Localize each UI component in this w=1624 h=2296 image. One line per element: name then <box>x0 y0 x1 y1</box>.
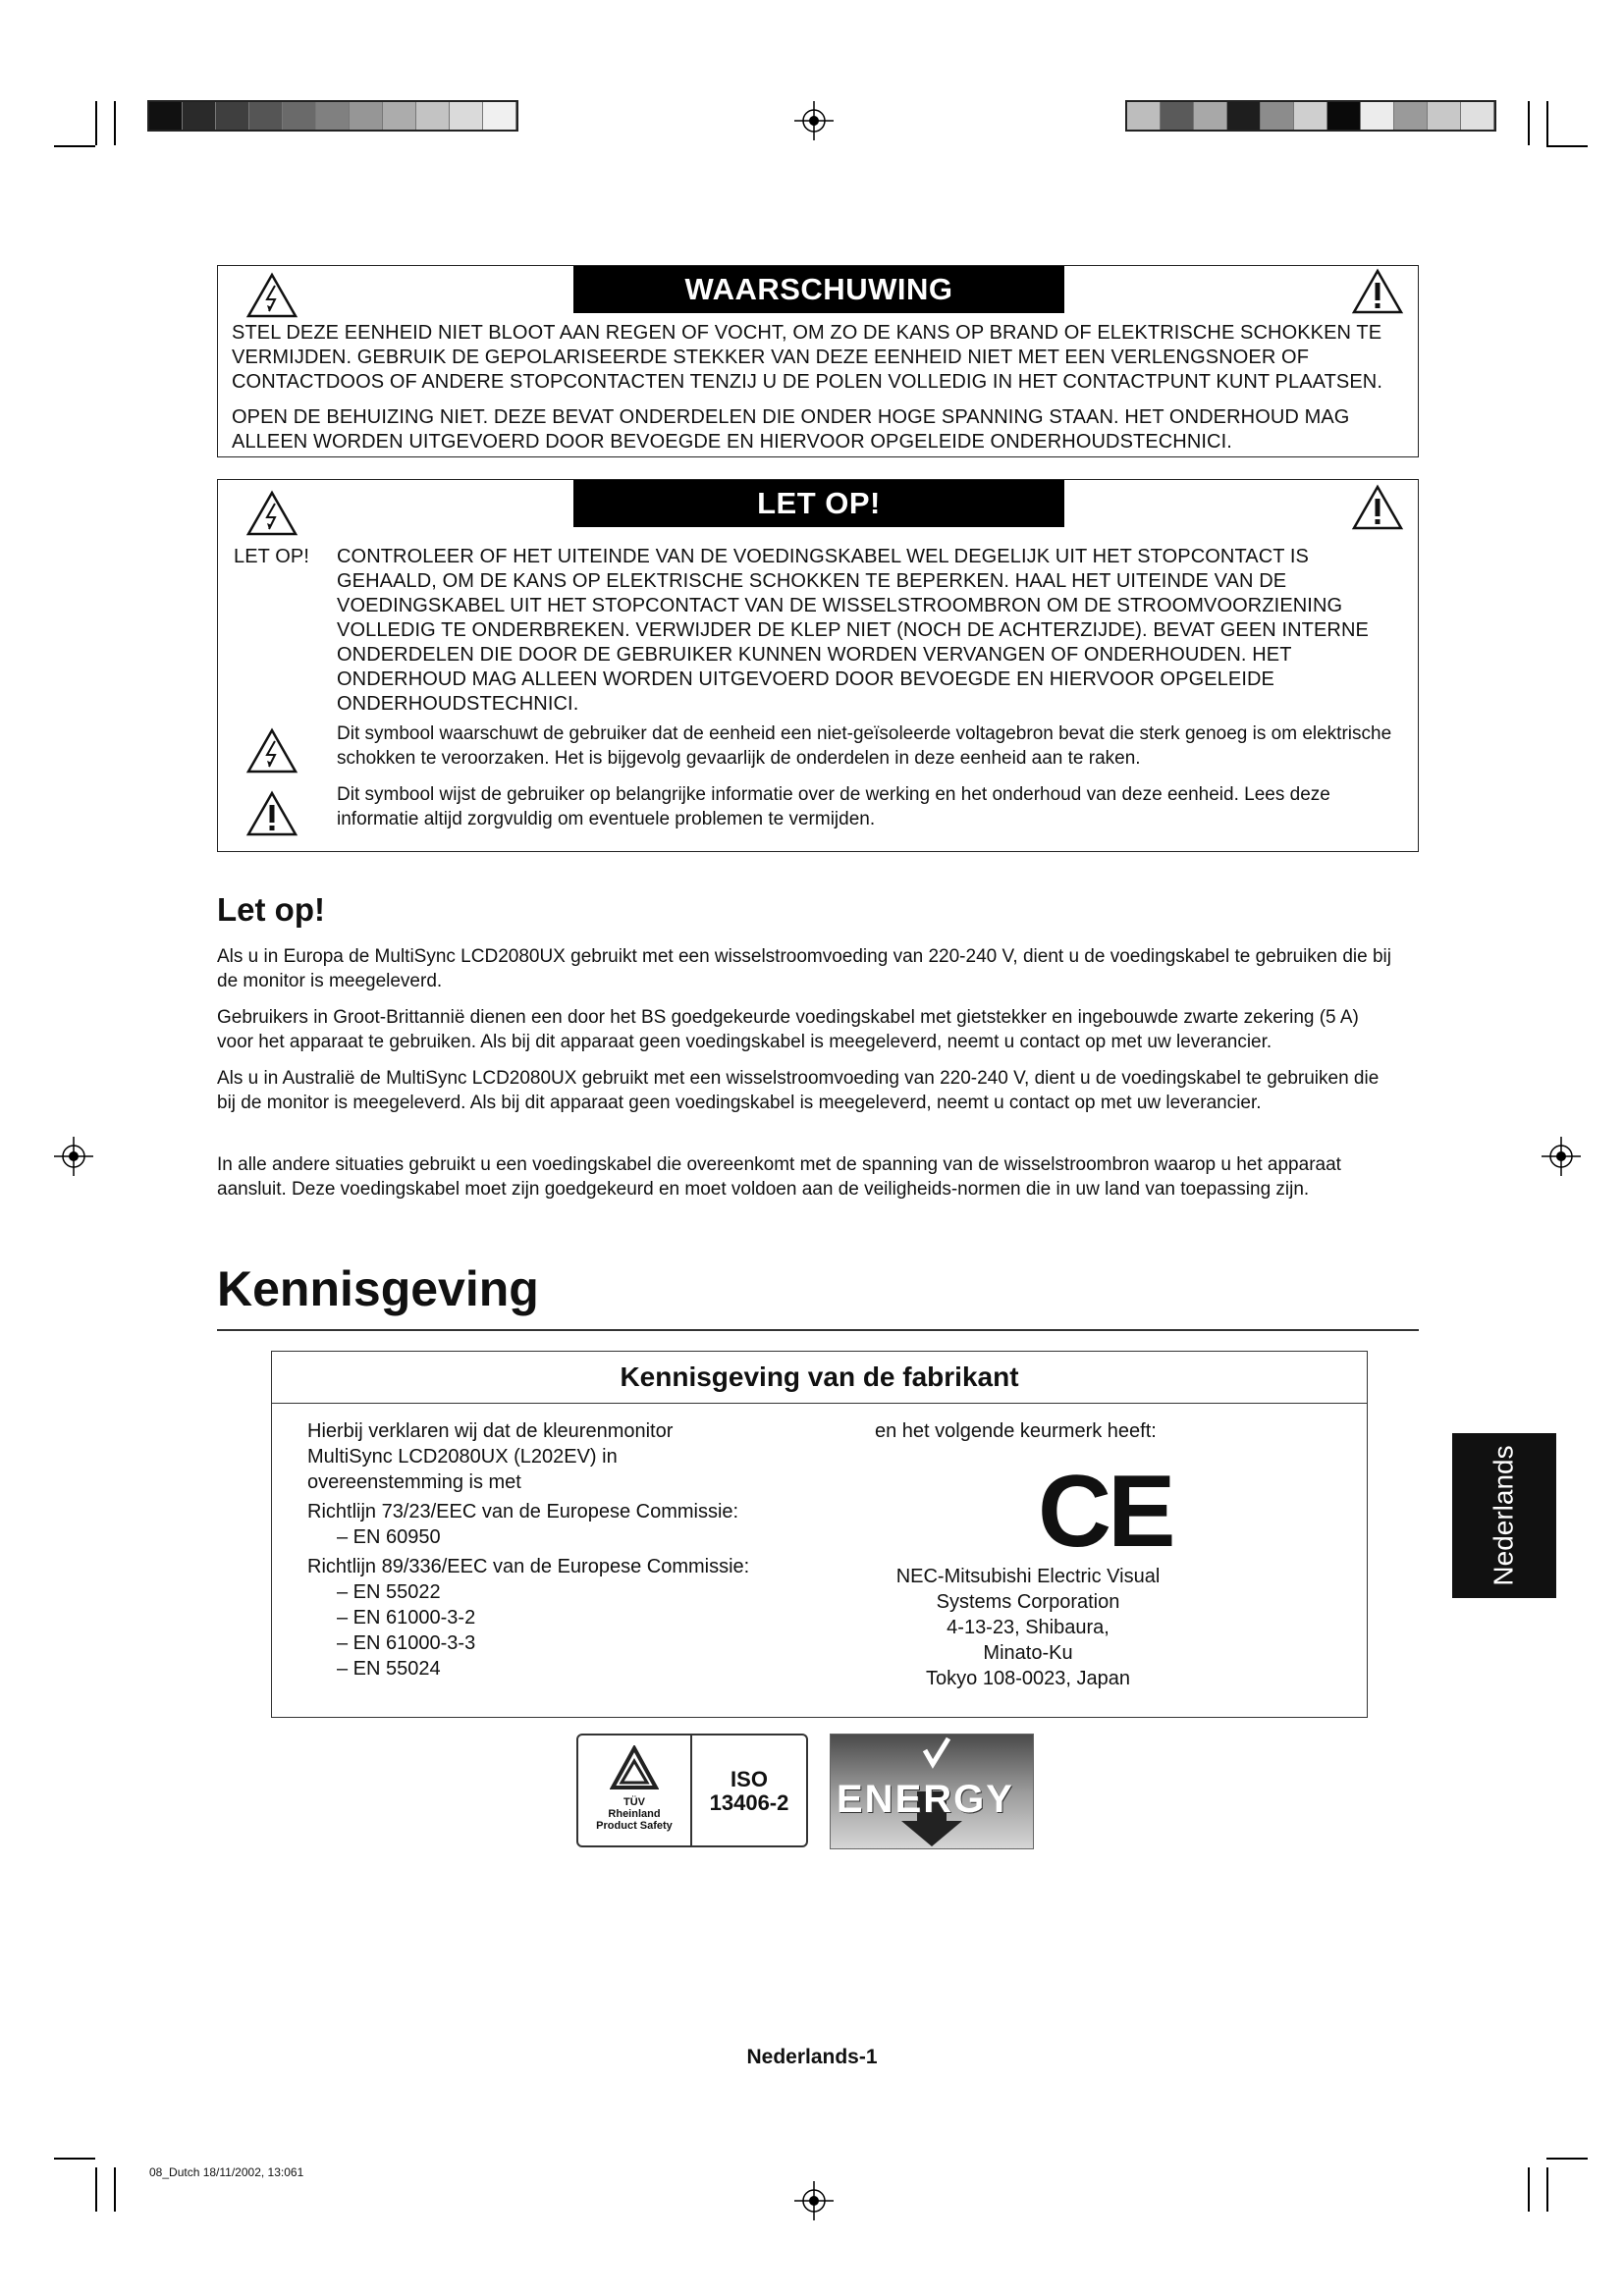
electric-shock-warning-icon <box>245 272 298 319</box>
color-calibration-bar-right <box>1125 100 1496 132</box>
notice-line: – EN 55022 <box>337 1581 441 1603</box>
warning-paragraph-1: STEL DEZE EENHEID NIET BLOOT AAN REGEN OF VOCHT, OM ZO DE KANS OP BRAND OF ELEKTRISCHE SCHOKKEN TE VERMIJDEN. GEBRUIK DE GEPOLARISEERDE STEKKER VAN DEZE EENHEID NIET MET EEN VERLENGSNOER OF CONTACTDOOS OF ANDERE STOPCONTACTEN TENZIJ U DE POLEN VOLLEDIG IN HET CONTACTPUNT KUNT PLAATSEN. <box>232 322 1382 393</box>
color-patch <box>1361 102 1394 130</box>
notice-box-title: Kennisgeving van de fabrikant <box>272 1352 1367 1404</box>
color-patch <box>316 102 350 130</box>
language-tab <box>1452 1433 1556 1598</box>
exclamation-warning-icon <box>1351 484 1404 531</box>
exclamation-warning-icon <box>245 790 298 837</box>
divider <box>217 1329 1419 1331</box>
tuv-label: TÜV <box>623 1796 645 1808</box>
notice-line: MultiSync LCD2080UX (L202EV) in <box>307 1446 618 1468</box>
caution-text: CONTROLEER OF HET UITEINDE VAN DE VOEDINGSKABEL WEL DEGELIJK UIT HET STOPCONTACT IS GEHAALD, OM DE KANS OP ELEKTRISCHE SCHOKKEN TE BEPERKEN. HAAL HET UITEINDE VAN DE VOEDINGSKABEL UIT HET STOPCONTACT VAN DE WISSELSTROOMBRON OM DE STROOMVOORZIENING VOLLEDIG TE ONDERBREKEN. VERWIJDER DE KLEP NIET (NOCH DE ACHTERZIJDE). BEVAT GEEN INTERNE ONDERDELEN DIE DOOR DE GEBRUIKER KUNNEN WORDEN VERVANGEN OF ONDERHOUDEN. HET ONDERHOUD MAG ALLEEN WORDEN UITGEVOERD DOOR BEVOEGDE EN HIERVOOR OPGELEIDE ONDERHOUDSTECHNICI. <box>337 546 1369 715</box>
manufacturer-notice-box <box>271 1351 1368 1718</box>
registration-mark-icon <box>794 101 834 140</box>
notice-line: – EN 60950 <box>337 1526 441 1548</box>
color-patch <box>1261 102 1294 130</box>
symbol-electric-text: Dit symbool waarschuwt de gebruiker dat de eenheid een niet-geïsoleerde voltagebron bevat die sterk genoeg is om elektrische schokken te veroorzaken. Het is bijgevolg gevaarlijk de onderdelen in deze eenheid aan te raken. <box>337 723 1392 769</box>
color-patch <box>1394 102 1428 130</box>
page-title: Kennisgeving <box>217 1261 539 1316</box>
color-patch <box>1227 102 1261 130</box>
caution-box <box>217 479 1419 852</box>
notice-line: Richtlijn 89/336/EEC van de Europese Commissie: <box>307 1556 750 1577</box>
notice-line: Hierbij verklaren wij dat de kleurenmonitor <box>307 1420 674 1442</box>
color-patch <box>483 102 516 130</box>
exclamation-warning-icon <box>1351 268 1404 315</box>
color-patch <box>149 102 183 130</box>
registration-mark-icon <box>794 2181 834 2220</box>
notice-line: – EN 61000-3-3 <box>337 1632 476 1654</box>
energy-label: ENERGY <box>837 1778 1014 1821</box>
color-patch <box>283 102 316 130</box>
color-patch <box>1127 102 1161 130</box>
notice-line: overeenstemming is met <box>307 1471 521 1493</box>
color-patch <box>1327 102 1361 130</box>
color-patch <box>1428 102 1461 130</box>
notice-line: – EN 55024 <box>337 1658 441 1680</box>
color-patch <box>1194 102 1227 130</box>
tuv-iso-logo <box>576 1734 808 1847</box>
registration-mark-icon <box>1542 1137 1581 1176</box>
color-calibration-bar-left <box>147 100 518 132</box>
section-heading-let-op: Let op! <box>217 891 325 928</box>
color-patch <box>183 102 216 130</box>
iso-label: ISO <box>731 1767 768 1791</box>
warning-title: WAARSCHUWING <box>573 266 1064 313</box>
warning-box <box>217 265 1419 457</box>
registration-mark-icon <box>54 1137 93 1176</box>
notice-line: Richtlijn 73/23/EEC van de Europese Commissie: <box>307 1501 739 1522</box>
notice-line: – EN 61000-3-2 <box>337 1607 476 1629</box>
body-paragraph: Als u in Europa de MultiSync LCD2080UX gebruikt met een wisselstroomvoeding van 220-240 V, dient u de voedingskabel te gebruiken die bij de monitor is meegeleverd. <box>217 946 1391 991</box>
manufacturer-address: NEC-Mitsubishi Electric Visual Systems Corporation 4-13-23, Shibaura, Minato-Ku Tokyo 108-0023, Japan <box>895 1566 1161 1689</box>
color-patch <box>416 102 450 130</box>
color-patch <box>249 102 283 130</box>
color-patch <box>1161 102 1194 130</box>
tuv-label: Product Safety <box>596 1820 673 1832</box>
color-patch <box>1294 102 1327 130</box>
body-paragraph: Gebruikers in Groot-Brittannië dienen een door het BS goedgekeurde voedingskabel met gietstekker en ingebouwde zwarte zekering (5 A) voor het apparaat te gebruiken. Als bij dit apparaat geen voedingskabel is meegeleverd, neemt u contact op met uw leverancier. <box>217 1007 1359 1052</box>
body-paragraph: Als u in Australië de MultiSync LCD2080UX gebruikt met een wisselstroomvoeding van 220-240 V, dient u de voedingskabel te gebruiken die bij de monitor is meegeleverd. Als bij dit apparaat geen voedingskabel is meegeleverd, neemt u contact op met uw leverancier. <box>217 1068 1380 1113</box>
color-patch <box>216 102 249 130</box>
caution-label: LET OP! <box>234 546 310 567</box>
color-patch <box>383 102 416 130</box>
electric-shock-warning-icon <box>245 490 298 537</box>
caution-title: LET OP! <box>573 480 1064 527</box>
ce-intro: en het volgende keurmerk heeft: <box>875 1420 1157 1442</box>
energy-star-logo <box>830 1734 1034 1849</box>
electric-shock-warning-icon <box>245 727 298 774</box>
body-paragraph: In alle andere situaties gebruikt u een voedingskabel die overeenkomt met de spanning van de wisselstroombron waarop u het apparaat aansluit. Deze voedingskabel moet zijn goedgekeurd en moet voldoen aan de veiligheids-normen die in uw land van toepassing zijn. <box>217 1154 1341 1200</box>
ce-mark-icon: CE <box>1038 1455 1172 1569</box>
color-patch <box>1461 102 1494 130</box>
warning-paragraph-2: OPEN DE BEHUIZING NIET. DEZE BEVAT ONDERDELEN DIE ONDER HOGE SPANNING STAAN. HET ONDERHOUD MAG ALLEEN WORDEN UITGEVOERD DOOR BEVOEGDE EN HIERVOOR OPGELEIDE ONDERHOUDSTECHNICI. <box>232 406 1350 453</box>
color-patch <box>350 102 383 130</box>
print-slug: 08_Dutch 18/11/2002, 13:061 <box>149 2165 304 2179</box>
page-number: Nederlands-1 <box>746 2046 878 2068</box>
tuv-triangle-icon <box>610 1745 659 1790</box>
symbol-exclamation-text: Dit symbool wijst de gebruiker op belangrijke informatie over de werking en het onderhoud van deze eenheid. Lees deze informatie altijd zorgvuldig om eventuele problemen te vermijden. <box>337 784 1330 829</box>
language-tab-label: Nederlands <box>1489 1445 1520 1586</box>
color-patch <box>450 102 483 130</box>
tuv-label: Rheinland <box>608 1808 661 1820</box>
iso-label: 13406-2 <box>709 1790 789 1815</box>
